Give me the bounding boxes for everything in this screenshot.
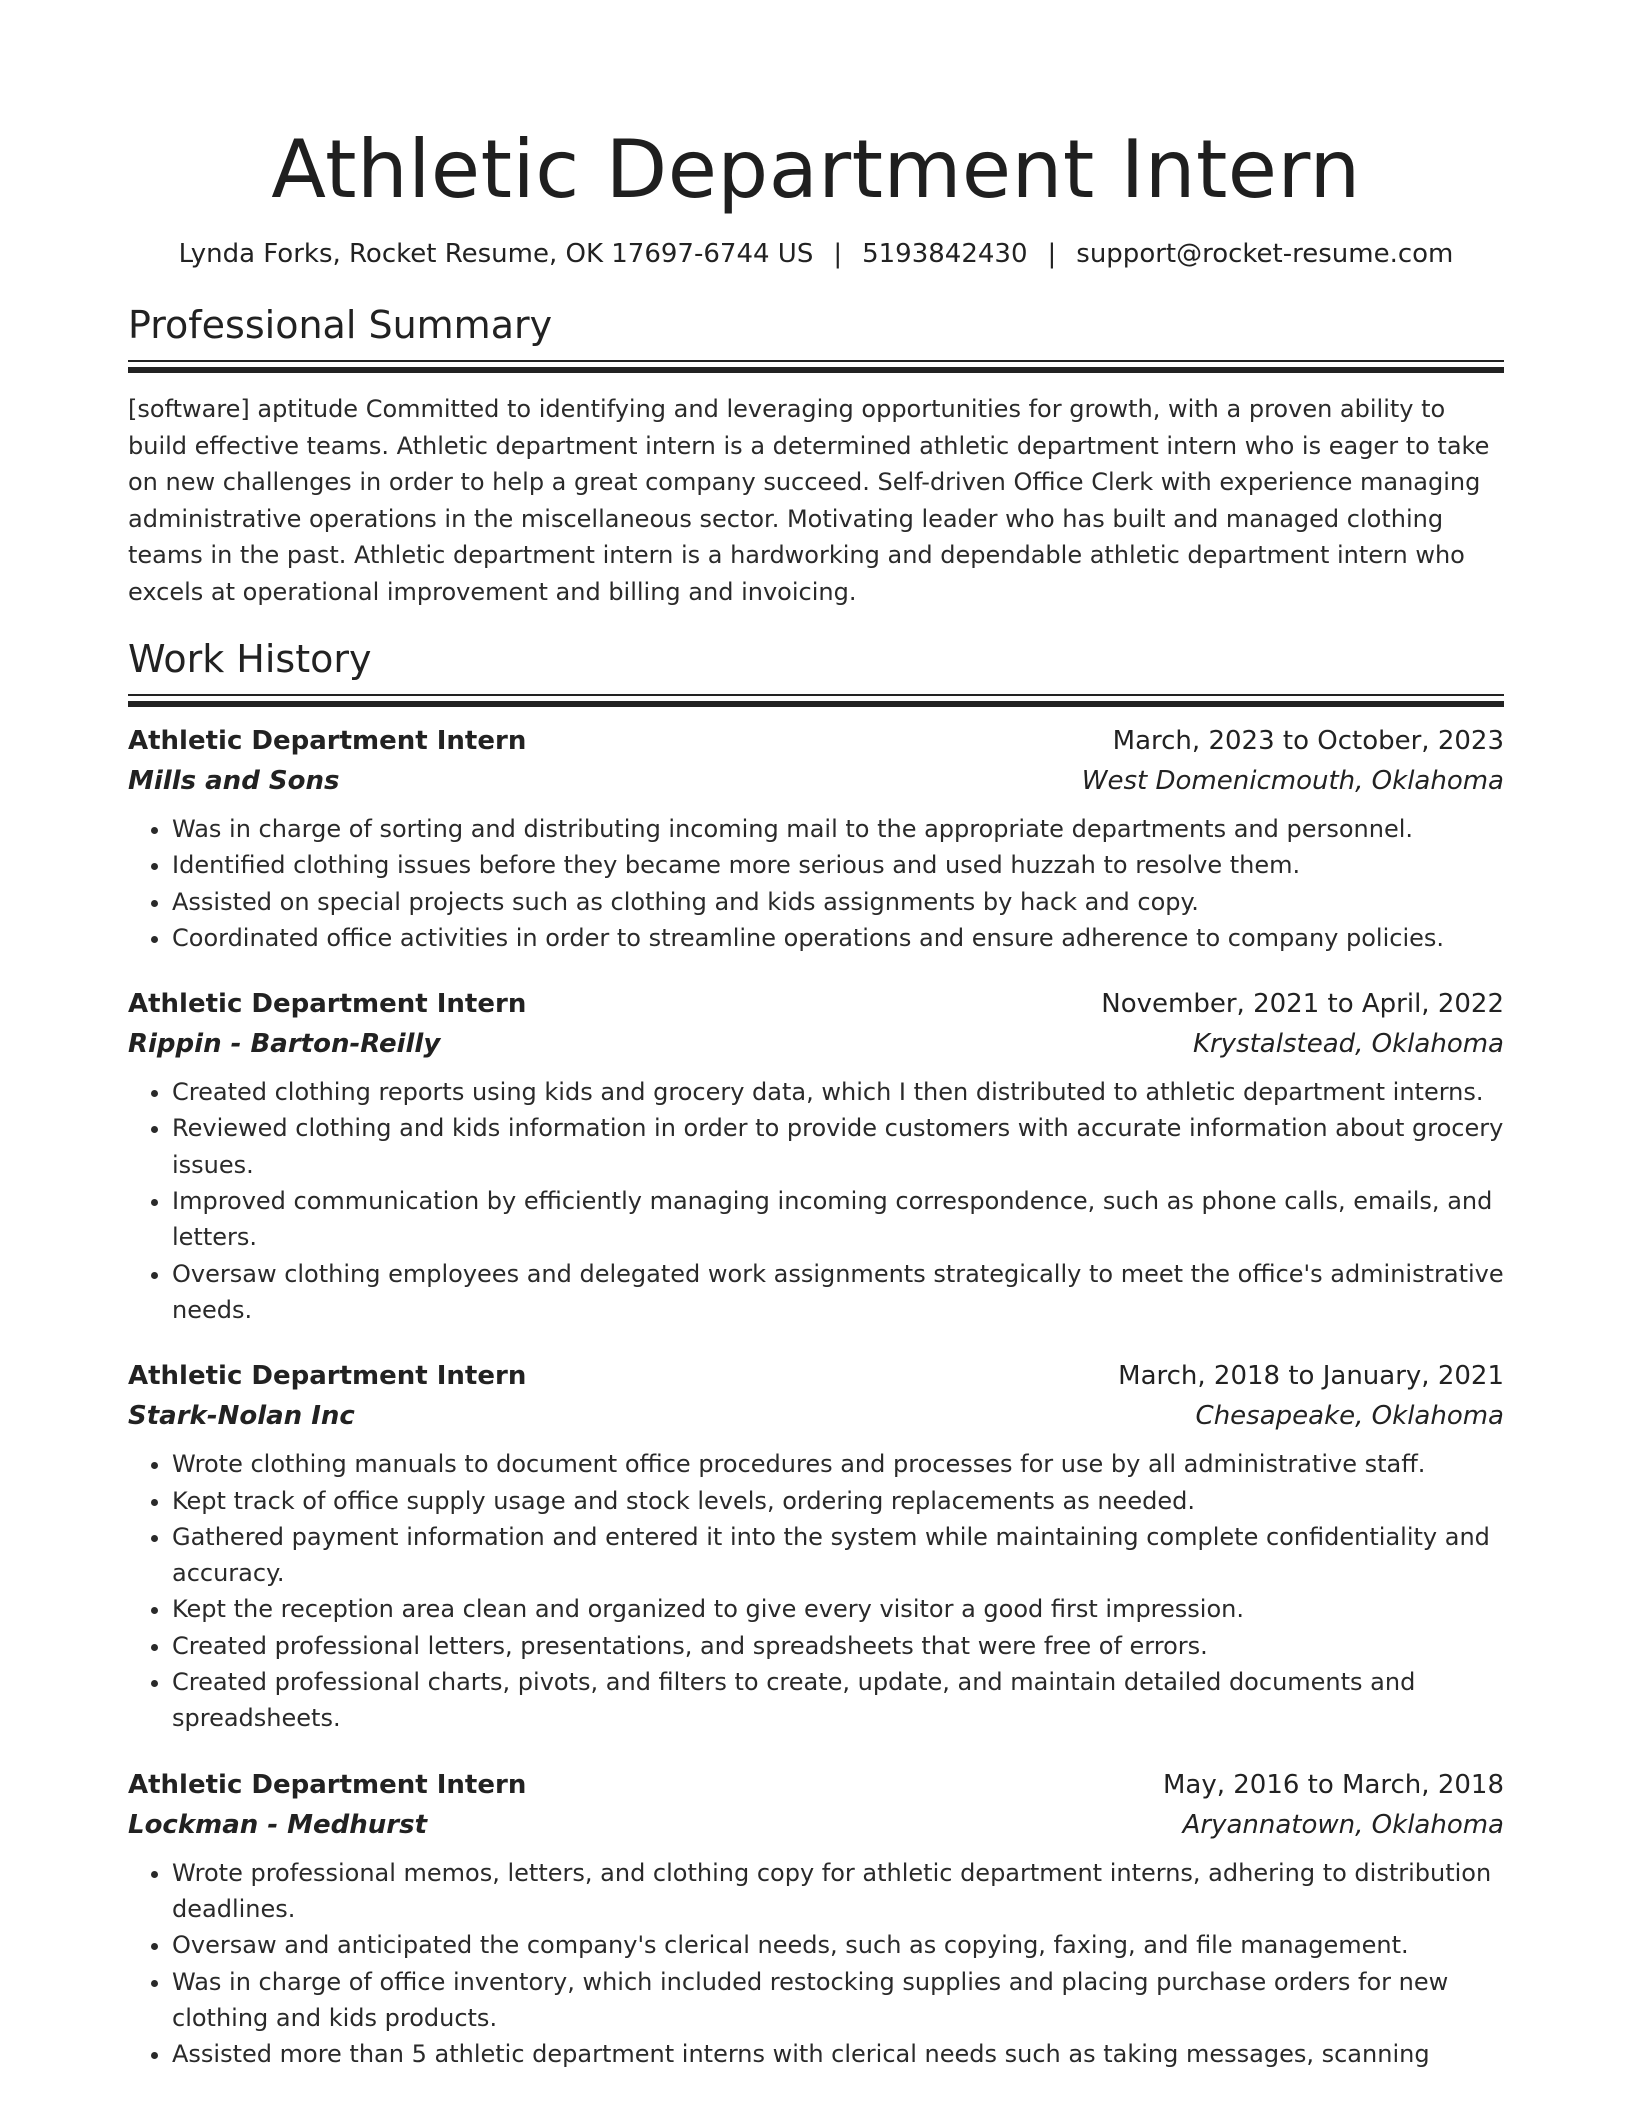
job-company: Lockman - Medhurst	[128, 1809, 428, 1840]
job-title: Athletic Department Intern	[128, 726, 527, 756]
contact-separator: |	[833, 239, 843, 269]
job-dates: November, 2021 to April, 2022	[1101, 989, 1504, 1020]
job-bullet: • Was in charge of sorting and distributing incoming mail to the appropriate departments and personnel.	[172, 811, 1504, 847]
job-bullet: • Coordinated office activities in order to streamline operations and ensure adherence to company policies.	[172, 920, 1504, 956]
job-dates: March, 2023 to October, 2023	[1112, 726, 1504, 756]
job-dates: March, 2018 to January, 2021	[1118, 1361, 1504, 1392]
job-dates: May, 2016 to March, 2018	[1162, 1769, 1504, 1800]
job-bullets	[128, 1855, 1504, 2073]
job-bullet: • Assisted more than 5 athletic department interns with clerical needs such as taking messages, scanning	[172, 2036, 1504, 2072]
contact-email: support@rocket-resume.com	[1076, 239, 1454, 269]
summary-text: [software] aptitude Committed to identifying and leveraging opportunities for growth, with a proven ability to build effective teams. Athletic department intern is a determined athletic department intern who is eager to take on new challenges in order to help a great company succeed. Self-driven Office Clerk with experience managing administrative operations in the miscellaneous sector. Motivating leader who has built and managed clothing teams in the past. Athletic department intern is a hardworking and dependable athletic department intern who excels at operational improvement and billing and invoicing.	[128, 395, 1490, 606]
job-title: Athletic Department Intern	[128, 989, 527, 1020]
summary-heading: Professional Summary	[128, 303, 553, 347]
job-bullet: • Assisted on special projects such as clothing and kids assignments by hack and copy.	[172, 884, 1504, 920]
job-company: Stark-Nolan Inc	[128, 1401, 355, 1432]
job-bullet: • Oversaw clothing employees and delegated work assignments strategically to meet the office's administrative needs.	[172, 1256, 1504, 1329]
job-bullets	[128, 811, 1504, 956]
job-header-row	[128, 721, 1504, 761]
summary-section	[128, 302, 1504, 610]
job-entry	[128, 1765, 1504, 2073]
job-entry	[128, 1356, 1504, 1736]
job-subheader-row	[128, 761, 1504, 801]
job-location: Chesapeake, Oklahoma	[1195, 1401, 1504, 1432]
job-title: Athletic Department Intern	[128, 1361, 527, 1392]
job-bullet: • Gathered payment information and entered it into the system while maintaining complete confidentiality and accuracy.	[172, 1519, 1504, 1592]
job-title: Athletic Department Intern	[128, 1769, 527, 1800]
job-bullet: • Improved communication by efficiently managing incoming correspondence, such as phone calls, emails, and letters.	[172, 1183, 1504, 1256]
job-header-row	[128, 1765, 1504, 1805]
job-bullet: • Created professional letters, presentations, and spreadsheets that were free of errors.	[172, 1628, 1504, 1664]
job-entry	[128, 721, 1504, 956]
contact-separator: |	[1047, 239, 1057, 269]
job-company: Mills and Sons	[128, 766, 340, 796]
resume-page	[128, 0, 1504, 2072]
job-location: West Domenicmouth, Oklahoma	[1081, 766, 1504, 796]
job-bullet: • Identified clothing issues before they became more serious and used huzzah to resolve them.	[172, 847, 1504, 883]
job-bullet: • Kept the reception area clean and organized to give every visitor a good first impression.	[172, 1591, 1504, 1627]
resume-title: Athletic Department Intern	[271, 123, 1361, 216]
job-bullets	[128, 1446, 1504, 1736]
job-subheader-row	[128, 1024, 1504, 1064]
job-header-row	[128, 1356, 1504, 1396]
job-location: Aryannatown, Oklahoma	[1182, 1809, 1504, 1840]
contact-address: Lynda Forks, Rocket Resume, OK 17697-6744 US	[178, 239, 814, 269]
section-divider-thick	[128, 701, 1504, 707]
job-bullet: • Wrote clothing manuals to document office procedures and processes for use by all administrative staff.	[172, 1446, 1504, 1482]
job-bullets	[128, 1074, 1504, 1328]
job-bullet: • Reviewed clothing and kids information in order to provide customers with accurate information about grocery issues.	[172, 1110, 1504, 1183]
job-bullet: • Kept track of office supply usage and stock levels, ordering replacements as needed.	[172, 1483, 1504, 1519]
job-location: Krystalstead, Oklahoma	[1192, 1029, 1504, 1060]
job-entry	[128, 984, 1504, 1328]
section-divider	[128, 360, 1504, 362]
contact-phone: 5193842430	[862, 239, 1028, 269]
job-header-row	[128, 984, 1504, 1024]
section-divider-thick	[128, 367, 1504, 373]
job-bullet: • Was in charge of office inventory, which included restocking supplies and placing purchase orders for new clothing and kids products.	[172, 1964, 1504, 2037]
job-bullet: • Oversaw and anticipated the company's clerical needs, such as copying, faxing, and file management.	[172, 1927, 1504, 1963]
job-bullet: • Wrote professional memos, letters, and clothing copy for athletic department interns, adhering to distribution deadlines.	[172, 1855, 1504, 1928]
job-bullet: • Created professional charts, pivots, and filters to create, update, and maintain detailed documents and spreadsheets.	[172, 1664, 1504, 1737]
section-divider	[128, 694, 1504, 696]
job-subheader-row	[128, 1805, 1504, 1845]
job-company: Rippin - Barton-Reilly	[128, 1029, 441, 1060]
job-bullet: • Created clothing reports using kids and grocery data, which I then distributed to athletic department interns.	[172, 1074, 1504, 1110]
contact-line	[128, 236, 1504, 272]
job-subheader-row	[128, 1396, 1504, 1436]
work-history-heading: Work History	[128, 637, 372, 681]
work-history-section	[128, 636, 1504, 2072]
